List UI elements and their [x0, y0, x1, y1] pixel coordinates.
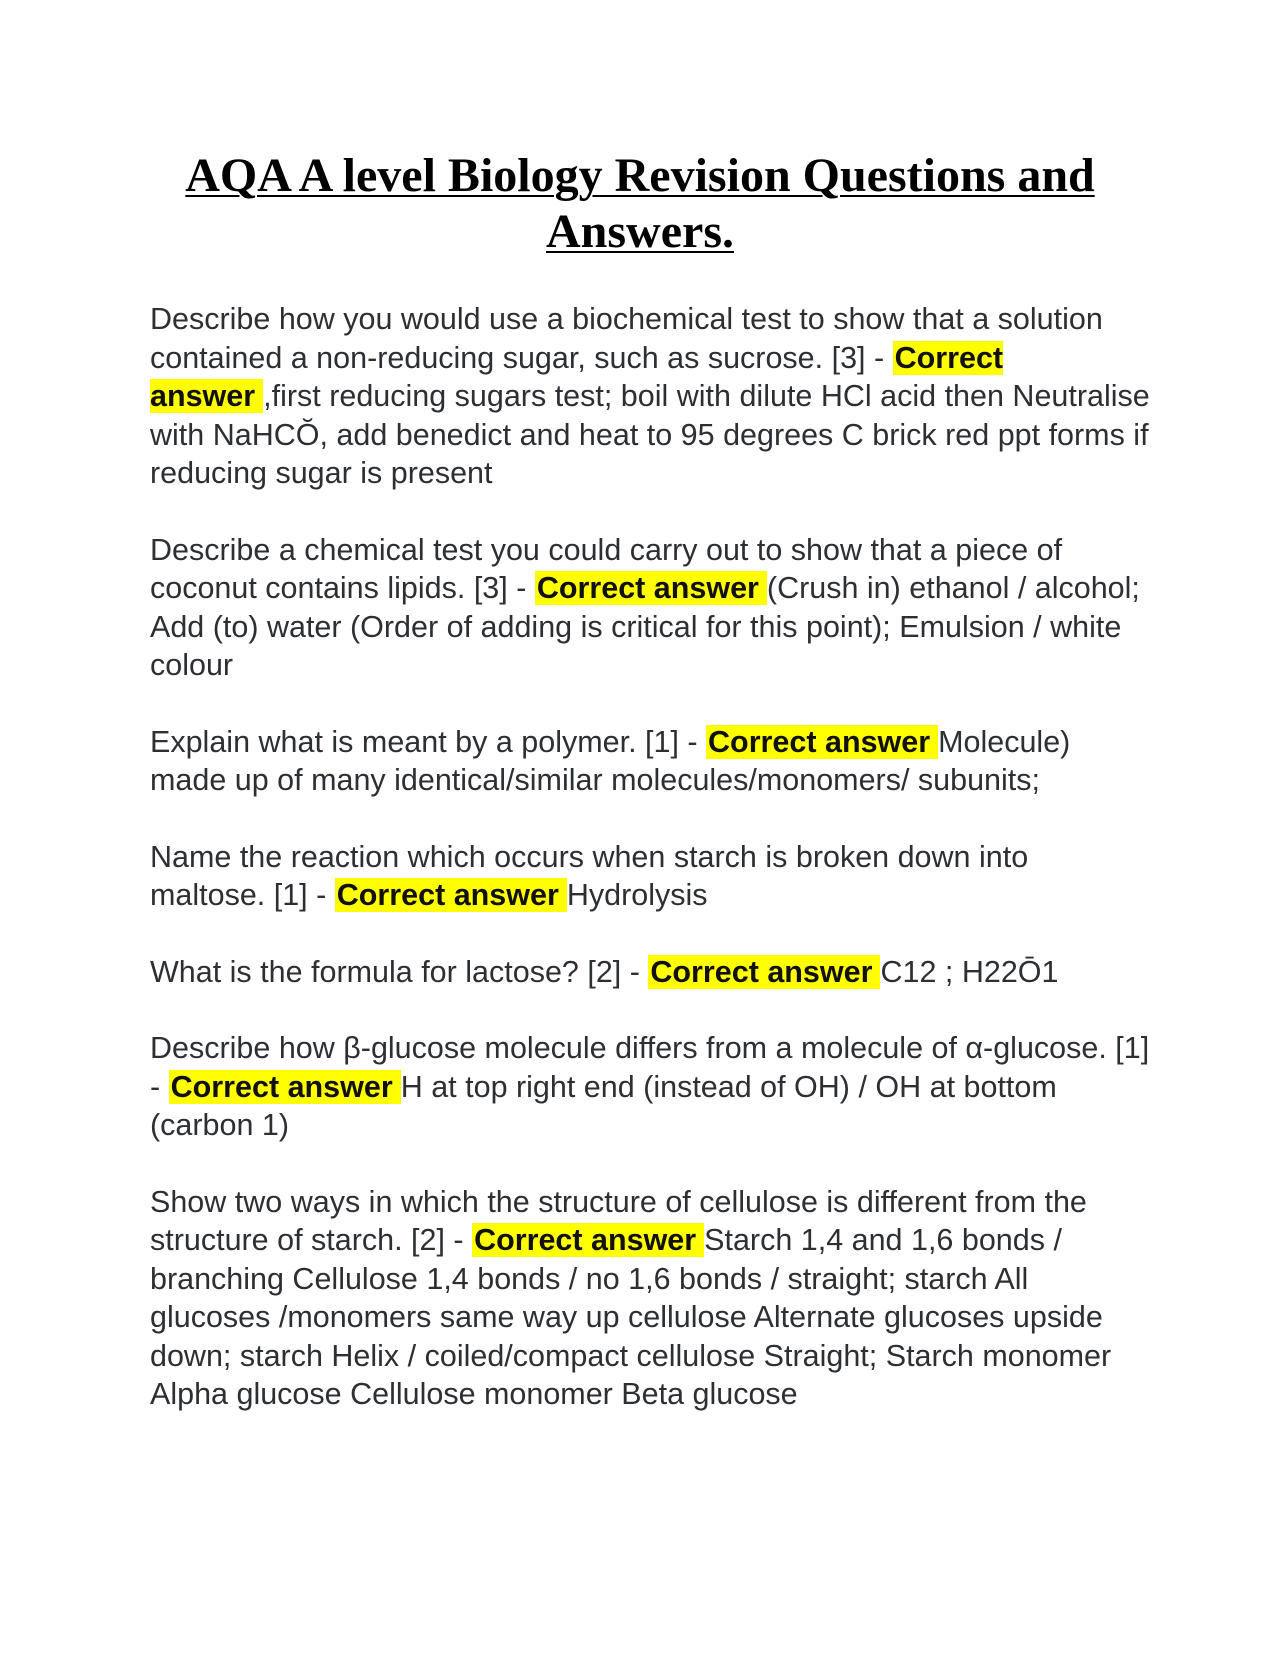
question-text: Describe how β-glucose molecule differs from a molecule of α-glucose. [1] -	[150, 1031, 1150, 1104]
question-text: Describe how you would use a biochemical test to show that a solution contained a non-reducing sugar, such as sucrose. [3] -	[150, 302, 1103, 375]
answer-text: Hydrolysis	[566, 878, 708, 912]
answer-text: ,first reducing sugars test; boil with dilute HCl acid then Neutralise with NaHCŎ, add benedict and heat to 95 degrees C brick red ppt forms if reducing sugar is present	[150, 379, 1150, 490]
answer-text: C12 ; H22Ō1	[880, 954, 1059, 989]
qa-item-2	[150, 531, 1150, 685]
document-title: AQA A level Biology Revision Questions and Answers.	[185, 149, 1095, 258]
answer-text: H at top right end (instead of OH) / OH at bottom (carbon 1)	[150, 1069, 1057, 1142]
qa-item-4	[150, 838, 1150, 915]
qa-item-3	[150, 723, 1150, 800]
answer-text: Molecule) made up of many identical/similar molecules/monomers/ subunits;	[150, 724, 1071, 797]
answer-text: (Crush in) ethanol / alcohol; Add (to) water (Order of adding is critical for this point); Emulsion / white colour	[150, 571, 1140, 682]
question-text: Show two ways in which the structure of cellulose is different from the structure of starch. [2] -	[150, 1184, 1087, 1257]
question-text: Describe a chemical test you could carry out to show that a piece of coconut contains lipids. [3] -	[150, 532, 1063, 605]
qa-item-1	[150, 300, 1150, 493]
correct-answer-badge: Correct answer	[150, 340, 1004, 413]
qa-item-6	[150, 1029, 1150, 1145]
question-text: What is the formula for lactose? [2] -	[150, 954, 649, 989]
question-text: Name the reaction which occurs when starch is broken down into maltose. [1] -	[150, 839, 1029, 912]
correct-answer-badge: Correct answer	[706, 725, 938, 759]
correct-answer-badge: Correct answer	[535, 571, 767, 605]
correct-answer-badge: Correct answer	[472, 1223, 704, 1257]
qa-item-7	[150, 1183, 1150, 1414]
correct-answer-badge: Correct answer	[169, 1070, 401, 1104]
question-text: Explain what is meant by a polymer. [1] -	[150, 724, 707, 759]
answer-text: Starch 1,4 and 1,6 bonds / branching Cellulose 1,4 bonds / no 1,6 bonds / straight; starch All glucoses /monomers same way up cellulose Alternate glucoses upside down; starch Helix / coiled/compact cellulose Straight; Starch monomer Alpha glucose Cellulose monomer Beta glucose	[150, 1223, 1112, 1411]
correct-answer-badge: Correct answer	[648, 955, 880, 989]
qa-list	[150, 300, 1150, 1452]
qa-item-5	[150, 953, 1150, 992]
correct-answer-badge: Correct answer	[335, 878, 567, 912]
